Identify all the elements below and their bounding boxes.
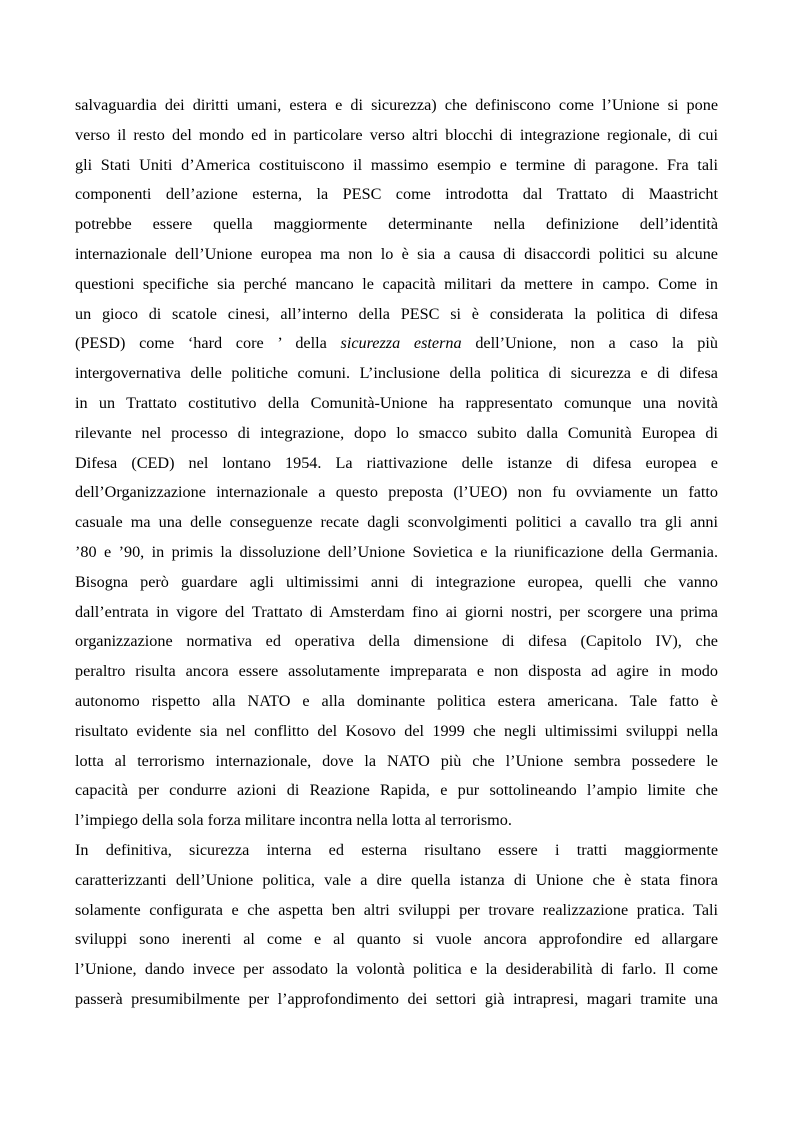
text-segment: dell’Unione, non a caso la più	[461, 334, 718, 353]
text-line: solamente configurata e che aspetta ben altri sviluppi per trovare realizzazione pratica. Tali	[75, 900, 718, 919]
text-line: dell’Organizzazione internazionale a questo preposta (l’UEO) non fu ovviamente un fatto	[75, 483, 718, 502]
text-line: l’impiego della sola forza militare incontra nella lotta al terrorismo.	[75, 811, 512, 830]
text-line: Bisogna però guardare agli ultimissimi anni di integrazione europea, quelli che vanno	[75, 572, 718, 591]
text-line: peraltro risulta ancora essere assolutamente impreparata e non disposta ad agire in modo	[75, 662, 718, 681]
text-line: dall’entrata in vigore del Trattato di Amsterdam fino ai giorni nostri, per scorgere una prima	[75, 602, 718, 621]
text-line: l’Unione, dando invece per assodato la volontà politica e la desiderabilità di farlo. Il come	[75, 960, 718, 979]
text-line: lotta al terrorismo internazionale, dove la NATO più che l’Unione sembra possedere le	[75, 751, 718, 770]
text-line: verso il resto del mondo ed in particolare verso altri blocchi di integrazione regionale, di cui	[75, 125, 718, 144]
text-line: casuale ma una delle conseguenze recate dagli sconvolgimenti politici a cavallo tra gli anni	[75, 513, 718, 532]
text-line: gli Stati Uniti d’America costituiscono il massimo esempio e termine di paragone. Fra tali	[75, 155, 718, 174]
text-line: questioni specifiche sia perché mancano le capacità militari da mettere in campo. Come in	[75, 274, 718, 293]
body-text	[75, 91, 718, 1015]
text-line: internazionale dell’Unione europea ma non lo è sia a causa di disaccordi politici su alcune	[75, 244, 718, 263]
text-line: Difesa (CED) nel lontano 1954. La riattivazione delle istanze di difesa europea e	[75, 453, 718, 472]
text-line: in un Trattato costitutivo della Comunità-Unione ha rappresentato comunque una novità	[75, 393, 718, 412]
text-line: capacità per condurre azioni di Reazione Rapida, e pur sottolineando l’ampio limite che	[75, 781, 718, 800]
text-line: In definitiva, sicurezza interna ed esterna risultano essere i tratti maggiormente	[75, 840, 718, 859]
paragraph-1	[75, 91, 718, 836]
text-line-with-italic	[75, 329, 718, 359]
text-line: caratterizzanti dell’Unione politica, vale a dire quella istanza di Unione che è stata finora	[75, 870, 718, 889]
text-line: organizzazione normativa ed operativa della dimensione di difesa (Capitolo IV), che	[75, 632, 718, 651]
text-segment: (PESD) come ‘hard core ’ della	[75, 334, 341, 353]
italic-term: sicurezza esterna	[340, 334, 462, 353]
text-line: un gioco di scatole cinesi, all’interno della PESC si è considerata la politica di difesa	[75, 304, 718, 323]
text-line: ’80 e ’90, in primis la dissoluzione dell’Unione Sovietica e la riunificazione della Germania.	[75, 542, 718, 561]
text-line: intergovernativa delle politiche comuni. L’inclusione della politica di sicurezza e di difesa	[75, 364, 718, 383]
text-line: rilevante nel processo di integrazione, dopo lo smacco subito dalla Comunità Europea di	[75, 423, 718, 442]
text-line: potrebbe essere quella maggiormente determinante nella definizione dell’identità	[75, 215, 718, 234]
text-line: risultato evidente sia nel conflitto del Kosovo del 1999 che negli ultimissimi sviluppi nella	[75, 721, 718, 740]
paragraph-2	[75, 836, 718, 1015]
text-line: componenti dell’azione esterna, la PESC come introdotta dal Trattato di Maastricht	[75, 185, 718, 204]
text-line: autonomo rispetto alla NATO e alla dominante politica estera americana. Tale fatto è	[75, 691, 718, 710]
text-line: passerà presumibilmente per l’approfondimento dei settori già intrapresi, magari tramite una	[75, 989, 718, 1008]
text-line: salvaguardia dei diritti umani, estera e di sicurezza) che definiscono come l’Unione si pone	[75, 96, 718, 114]
text-line: sviluppi sono inerenti al come e al quanto si vuole ancora approfondire ed allargare	[75, 930, 718, 949]
